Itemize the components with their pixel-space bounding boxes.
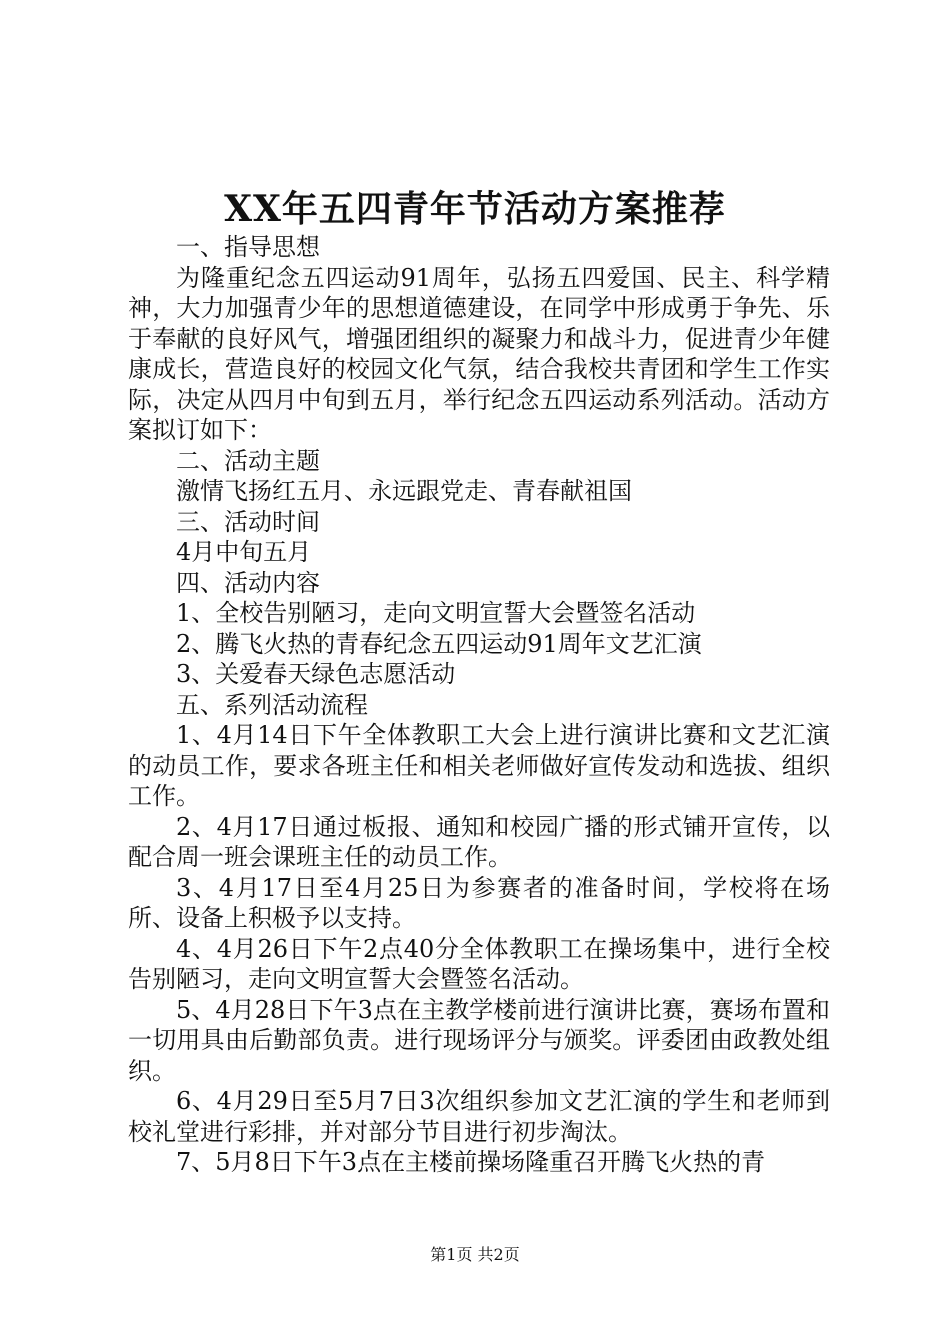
list-item-process-6: 6、4月29日至5月7日3次组织参加文艺汇演的学生和老师到校礼堂进行彩排，并对部分节目进行初步淘汰。: [128, 1087, 830, 1146]
list-item-process-3: 3、4月17日至4月25日为参赛者的准备时间，学校将在场所、设备上积极予以支持。: [128, 873, 830, 932]
paragraph-time: 4月中旬五月: [176, 538, 312, 566]
list-item-process-4: 4、4月26日下午2点40分全体教职工在操场集中，进行全校告别陋习，走向文明宣誓大会暨签名活动。: [128, 934, 830, 993]
paragraph-theme: 激情飞扬红五月、永远跟党走、青春献祖国: [176, 477, 632, 505]
list-item-content-2: 2、腾飞火热的青春纪念五四运动91周年文艺汇演: [176, 629, 702, 658]
section-heading-theme: 二、活动主题: [176, 446, 320, 475]
document-title: XX年五四青年节活动方案推荐: [224, 188, 726, 230]
list-item-process-1: 1、4月14日下午全体教职工大会上进行演讲比赛和文艺汇演的动员工作，要求各班主任和相关老师做好宣传发动和选拔、组织工作。: [128, 721, 830, 810]
section-heading-time: 三、活动时间: [176, 507, 320, 536]
section-heading-process: 五、系列活动流程: [176, 690, 368, 719]
section-heading-guiding-ideology: 一、指导思想: [176, 233, 320, 261]
list-item-process-7: 7、5月8日下午3点在主楼前操场隆重召开腾飞火热的青: [176, 1148, 766, 1176]
document-body: [128, 232, 830, 1178]
list-item-content-3: 3、关爱春天绿色志愿活动: [176, 660, 456, 688]
paragraph-intro: 为隆重纪念五四运动91周年，弘扬五四爱国、民主、科学精神，大力加强青少年的思想道德建设，在同学中形成勇于争先、乐于奉献的良好风气，增强团组织的凝聚力和战斗力，促进青少年健康成长，营造良好的校园文化气氛，结合我校共青团和学生工作实际，决定从四月中旬到五月，举行纪念五四运动系列活动。活动方案拟订如下：: [128, 263, 830, 444]
list-item-process-5: 5、4月28日下午3点在主教学楼前进行演讲比赛，赛场布置和一切用具由后勤部负责。进行现场评分与颁奖。评委团由政教处组织。: [128, 995, 830, 1085]
page-number: 第1页 共2页: [430, 1245, 520, 1264]
section-heading-content: 四、活动内容: [176, 568, 320, 597]
list-item-process-2: 2、4月17日通过板报、通知和校园广播的形式铺开宣传，以配合周一班会课班主任的动员工作。: [128, 812, 830, 871]
list-item-content-1: 1、全校告别陋习，走向文明宣誓大会暨签名活动: [176, 599, 696, 627]
